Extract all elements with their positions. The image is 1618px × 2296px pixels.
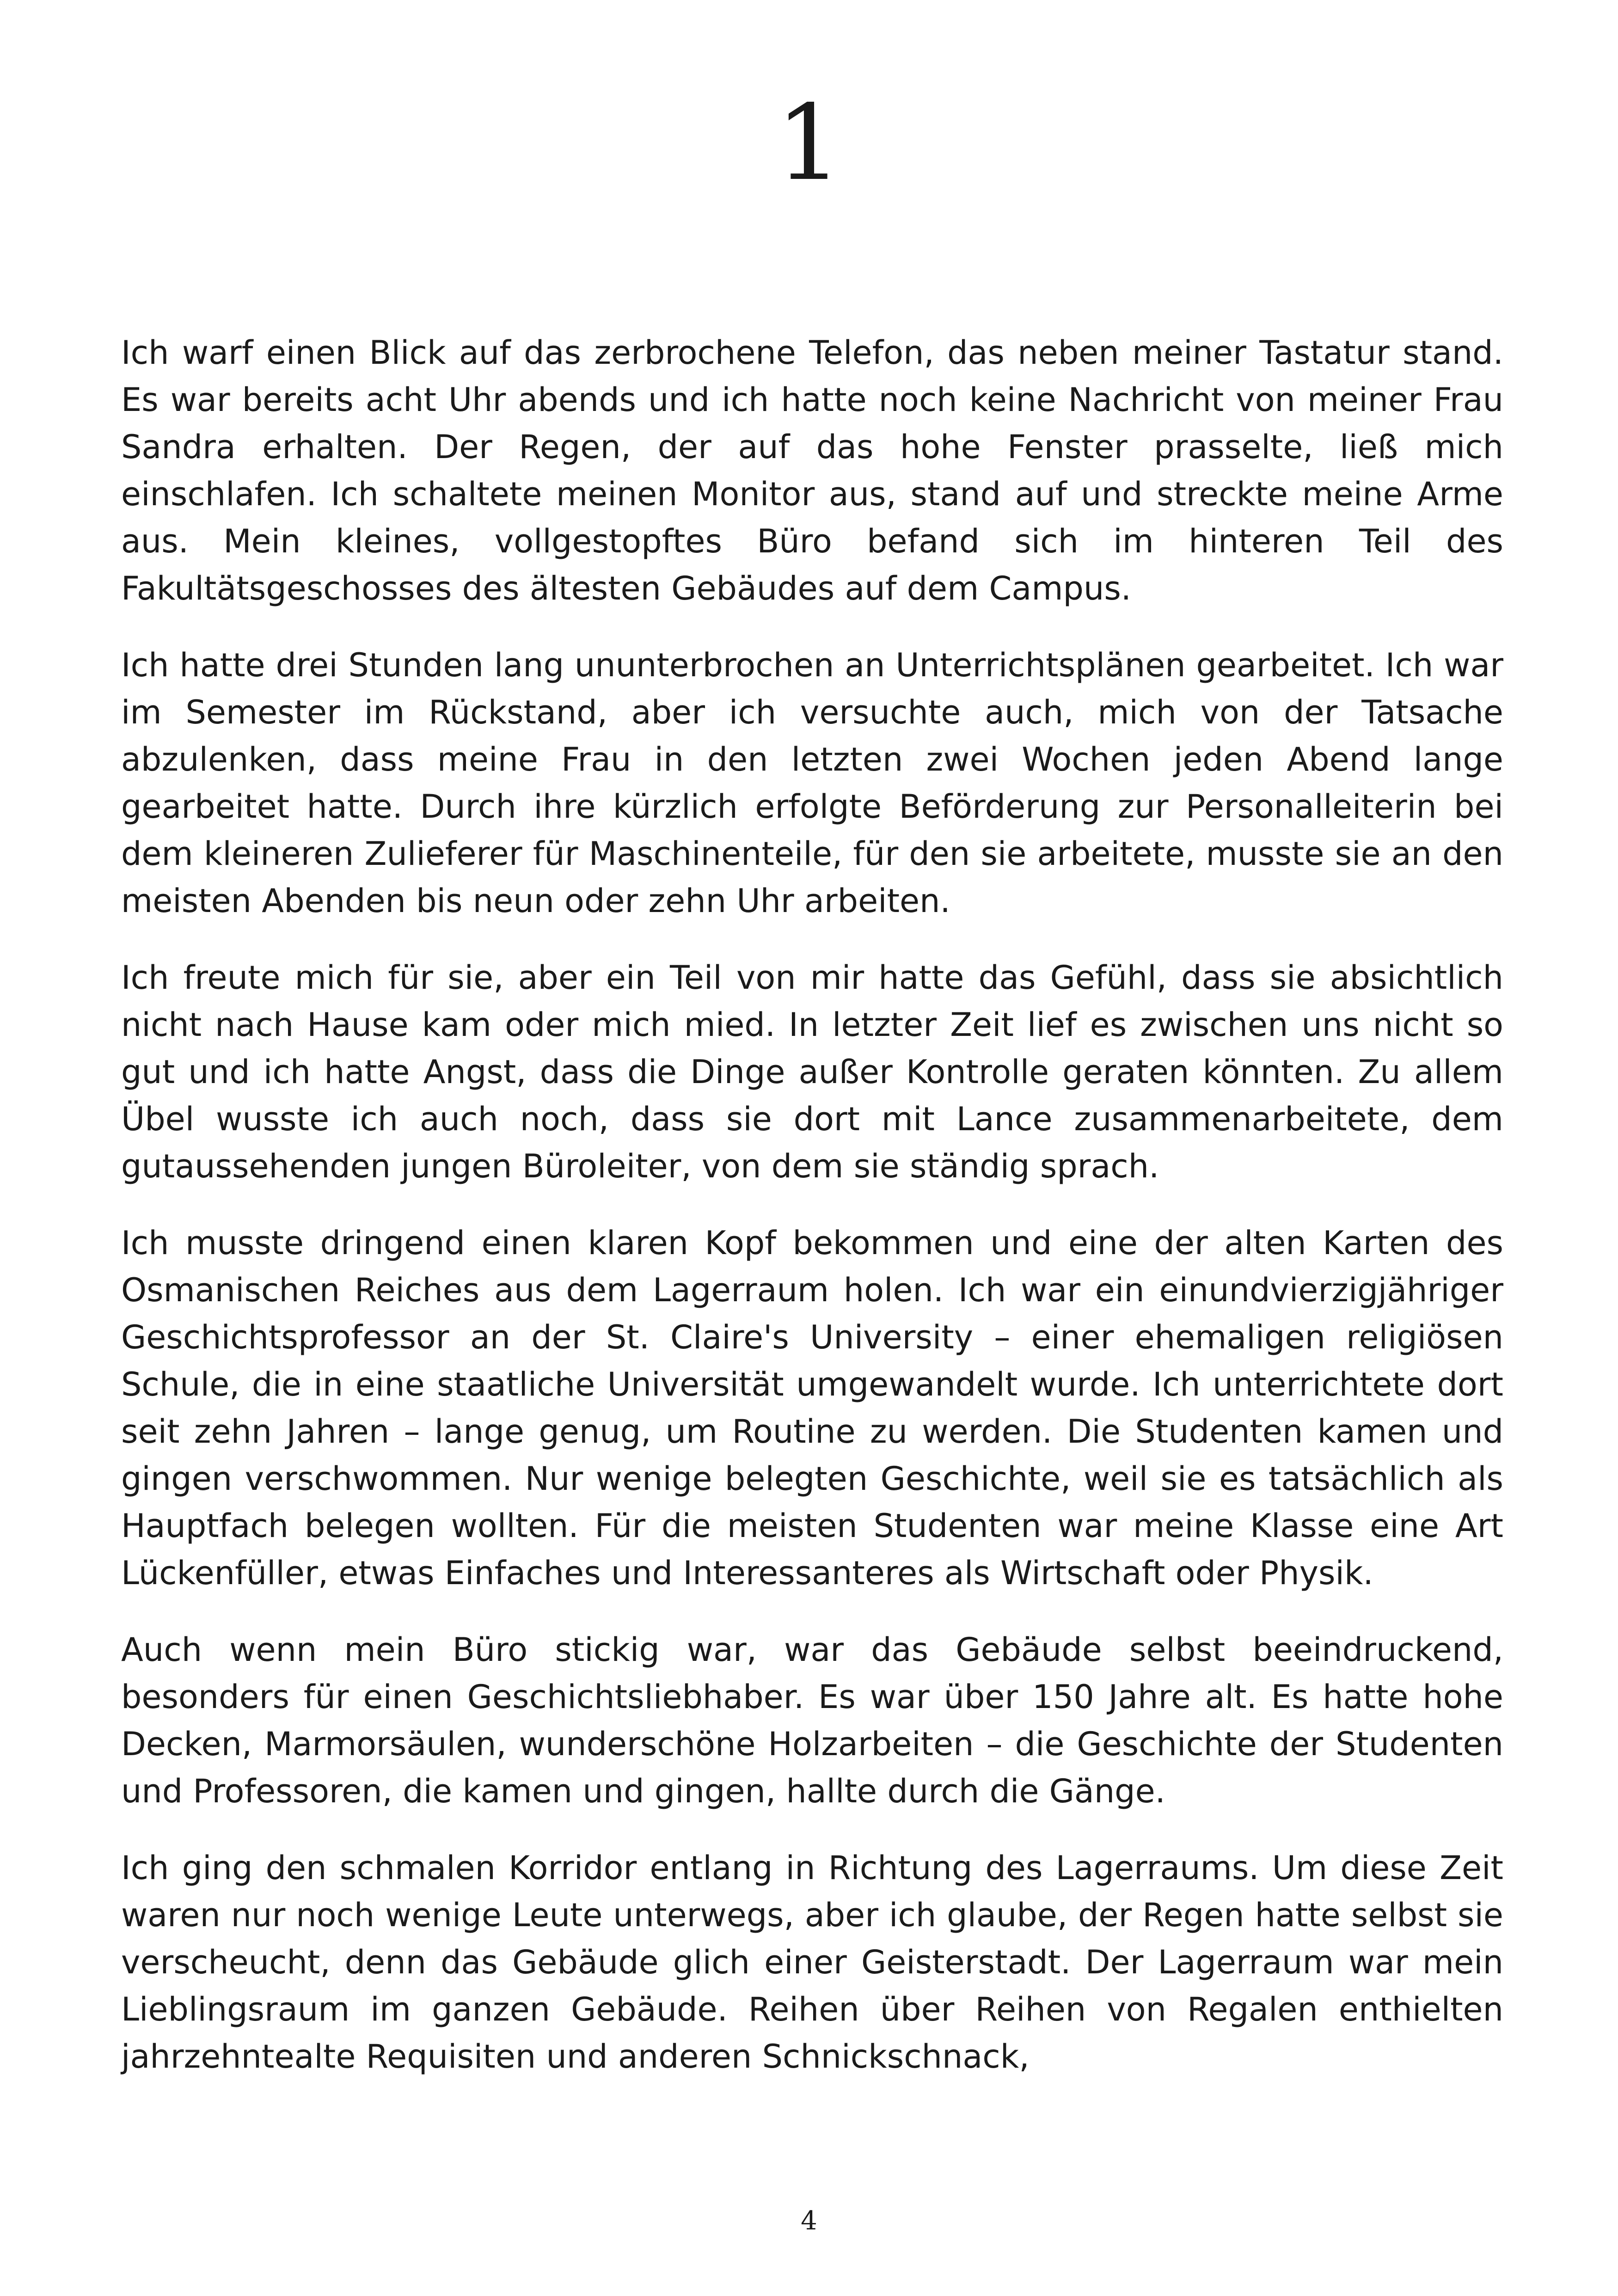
paragraph: Ich warf einen Blick auf das zerbrochene Telefon, das neben meiner Tastatur stand. Es war bereits acht Uhr abends und ich hatte noch keine Nachricht von meiner Frau Sandra erhalten. Der Regen, der auf das hohe Fenster prasselte, ließ mich einschlafen. Ich schaltete meinen Monitor aus, stand auf und streckte meine Arme aus. Mein kleines, vollgestopftes Büro befand sich im hinteren Teil des Fakultätsgeschosses des ältesten Gebäudes auf dem Campus. [121, 334, 1503, 607]
paragraph: Ich musste dringend einen klaren Kopf bekommen und eine der alten Karten des Osmanischen Reiches aus dem Lagerraum holen. Ich war ein einundvierzigjähriger Geschichtsprofessor an der St. Claire's University – einer ehemaligen religiösen Schule, die in eine staatliche Universität umgewandelt wurde. Ich unterrichtete dort seit zehn Jahren – lange genug, um Routine zu werden. Die Studenten kamen und gingen verschwommen. Nur wenige belegten Geschichte, weil sie es tatsächlich als Hauptfach belegen wollten. Für die meisten Studenten war meine Klasse eine Art Lückenfüller, etwas Einfaches und Interessanteres als Wirtschaft oder Physik. [121, 1224, 1503, 1592]
paragraph: Ich ging den schmalen Korridor entlang in Richtung des Lagerraums. Um diese Zeit waren nur noch wenige Leute unterwegs, aber ich glaube, der Regen hatte selbst sie verscheucht, denn das Gebäude glich einer Geisterstadt. Der Lagerraum war mein Lieblingsraum im ganzen Gebäude. Reihen über Reihen von Regalen enthielten jahrzehntealte Requisiten und anderen Schnickschnack, [121, 1849, 1503, 2076]
paragraph: Auch wenn mein Büro stickig war, war das Gebäude selbst beeindruckend, besonders für einen Geschichtsliebhaber. Es war über 150 Jahre alt. Es hatte hohe Decken, Marmorsäulen, wunderschöne Holzarbeiten – die Geschichte der Studenten und Professoren, die kamen und gingen, hallte durch die Gänge. [121, 1631, 1503, 1810]
paragraph: Ich hatte drei Stunden lang ununterbrochen an Unterrichtsplänen gearbeitet. Ich war im Semester im Rückstand, aber ich versuchte auch, mich von der Tatsache abzulenken, dass meine Frau in den letzten zwei Wochen jeden Abend lange gearbeitet hatte. Durch ihre kürzlich erfolgte Beförderung zur Personalleiterin bei dem kleineren Zulieferer für Maschinenteile, für den sie arbeitete, musste sie an den meisten Abenden bis neun oder zehn Uhr arbeiten. [121, 646, 1503, 920]
chapter-body [121, 329, 1503, 2080]
page-number: 4 [801, 2206, 817, 2236]
chapter-number: 1 [776, 83, 842, 204]
paragraph: Ich freute mich für sie, aber ein Teil von mir hatte das Gefühl, dass sie absichtlich nicht nach Hause kam oder mich mied. In letzter Zeit lief es zwischen uns nicht so gut und ich hatte Angst, dass die Dinge außer Kontrolle geraten könnten. Zu allem Übel wusste ich auch noch, dass sie dort mit Lance zusammenarbeitete, dem gutaussehenden jungen Büroleiter, von dem sie ständig sprach. [121, 959, 1503, 1185]
